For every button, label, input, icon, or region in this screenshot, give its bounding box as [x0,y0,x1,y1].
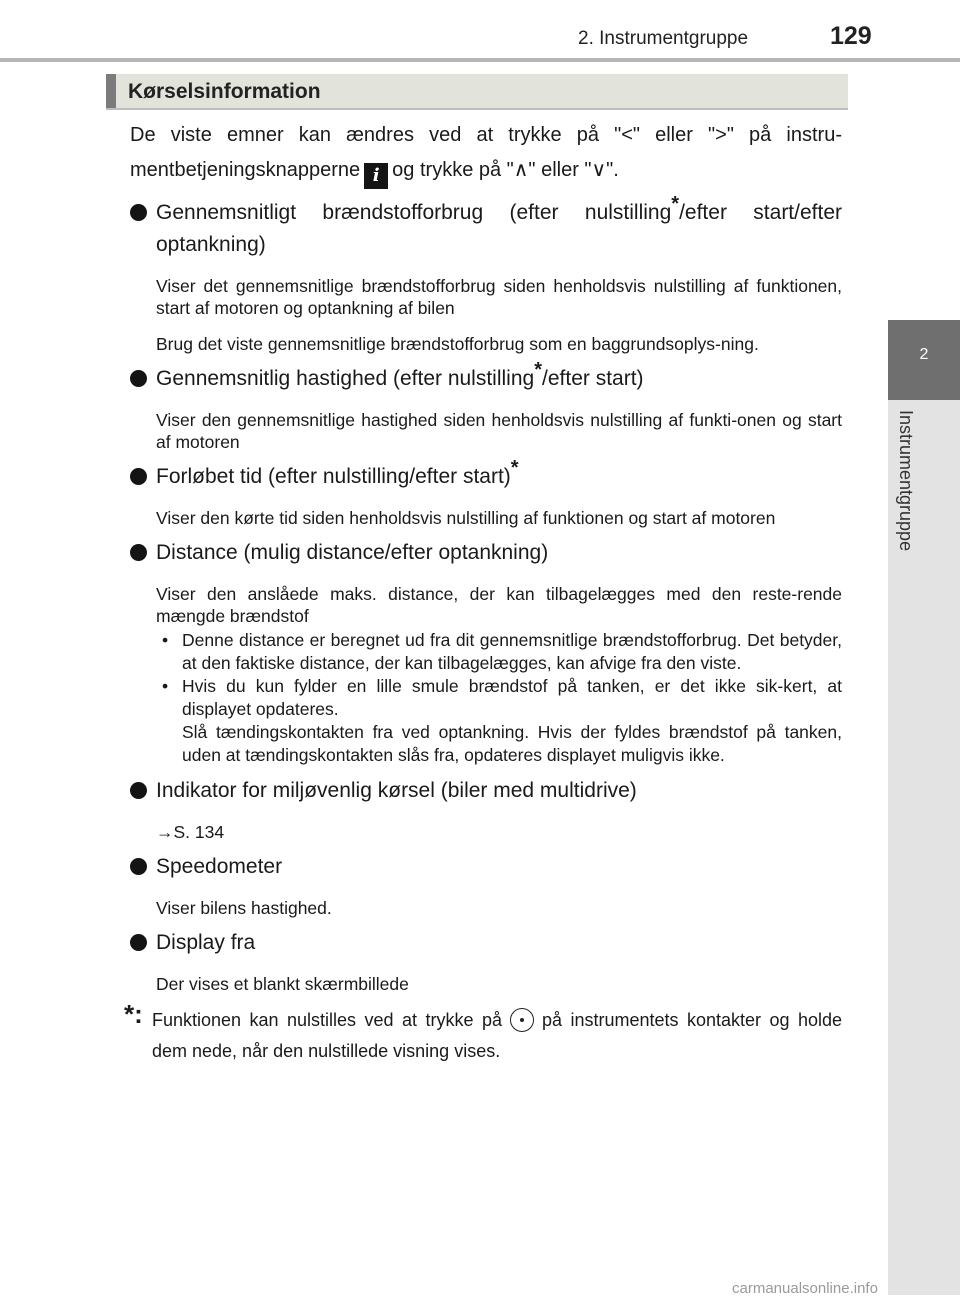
list-item [130,927,842,995]
item-heading: Speedometer [156,855,283,878]
bullet-icon [130,370,147,387]
footnote [124,999,842,1067]
footnote-text-tail: på instrumentets kontakter og holde dem nede, når den nulstillede visning vises. [152,1010,842,1061]
intro-text-tail: og trykke på "∧" eller "∨". [392,159,619,181]
item-heading: Indikator for miljøvenlig kørsel (biler med multidrive) [156,779,637,802]
footnote-marker: *: [124,999,143,1029]
list-item [130,359,842,453]
section-heading-underline [106,108,848,110]
list-item [130,457,842,529]
list-item [130,775,842,843]
chapter-tab-number: 2 [919,346,929,363]
item-description: Viser det gennemsnitlige brændstofforbrug siden henholdsvis nulstilling af funktionen, start af motoren og optankning af bilen [156,276,842,318]
header-rule [0,58,960,62]
sub-list [156,629,842,767]
page-content [124,118,842,1067]
item-description: Brug det viste gennemsnitlige brændstofforbrug som en baggrundsoplys-ning. [156,334,759,354]
item-description: Viser den gennemsnitlige hastighed siden henholdsvis nulstilling af funkti-onen og start af motoren [156,410,842,452]
section-heading-bar [106,74,848,110]
list-item [130,537,842,767]
sub-list-item: • Hvis du kun fylder en lille smule brændstof på tanken, er det ikke sik-kert, at displayet opdateres. Slå tændingskontakten fra ved optankning. Hvis der fyldes brændstof på tanken, uden at tændingskontakten slås fra, opdateres displayet muligvis ikke. [156,675,842,767]
item-heading: Gennemsnitlig hastighed (efter nulstilling*/efter start) [156,359,644,390]
item-description: Der vises et blankt skærmbillede [156,974,409,994]
item-heading: Distance (mulig distance/efter optankning) [156,541,549,564]
bullet-icon [130,858,147,875]
watermark: carmanualsonline.info [732,1280,878,1297]
item-heading: Forløbet tid (efter nulstilling/efter start)* [156,457,519,488]
chapter-tab-label: Instrumentgruppe [896,410,916,552]
footnote-text: Funktionen kan nulstilles ved at trykke på [152,1010,502,1030]
bullet-icon [130,468,147,485]
list-item [130,193,842,355]
intro-text: De viste emner kan ændres ved at trykke på "<" eller ">" på instru-mentbetjeningsknapperne [130,124,842,181]
item-description: Viser bilens hastighed. [156,898,332,918]
section-title: Kørselsinformation [128,80,321,103]
bullet-icon [130,204,147,221]
sub-list-item: • Denne distance er beregnet ud fra dit gennemsnitlige brændstofforbrug. Det betyder, at den faktiske distance, der kan tilbagelægges, kan afvige fra den viste. [156,629,842,675]
info-button-icon: i [364,163,388,189]
item-heading: Gennemsnitligt brændstofforbrug (efter nulstilling*/efter start/efter optankning) [156,193,842,256]
item-heading: Display fra [156,931,256,954]
bullet-icon [130,782,147,799]
section-heading-accent [106,74,116,110]
list-item [130,851,842,919]
page-number: 129 [830,22,872,50]
chapter-tab [888,320,960,400]
bullet-icon [130,934,147,951]
dial-button-icon [510,1008,534,1032]
bullet-icon [130,544,147,561]
page-reference: →S. 134 [156,822,225,842]
item-description: Viser den kørte tid siden henholdsvis nulstilling af funktionen og start af motoren [156,508,776,528]
item-description: Viser den anslåede maks. distance, der kan tilbagelægges med den reste-rende mængde brændstof [156,584,842,626]
intro-paragraph [130,118,842,189]
chapter-title: 2. Instrumentgruppe [578,28,749,49]
